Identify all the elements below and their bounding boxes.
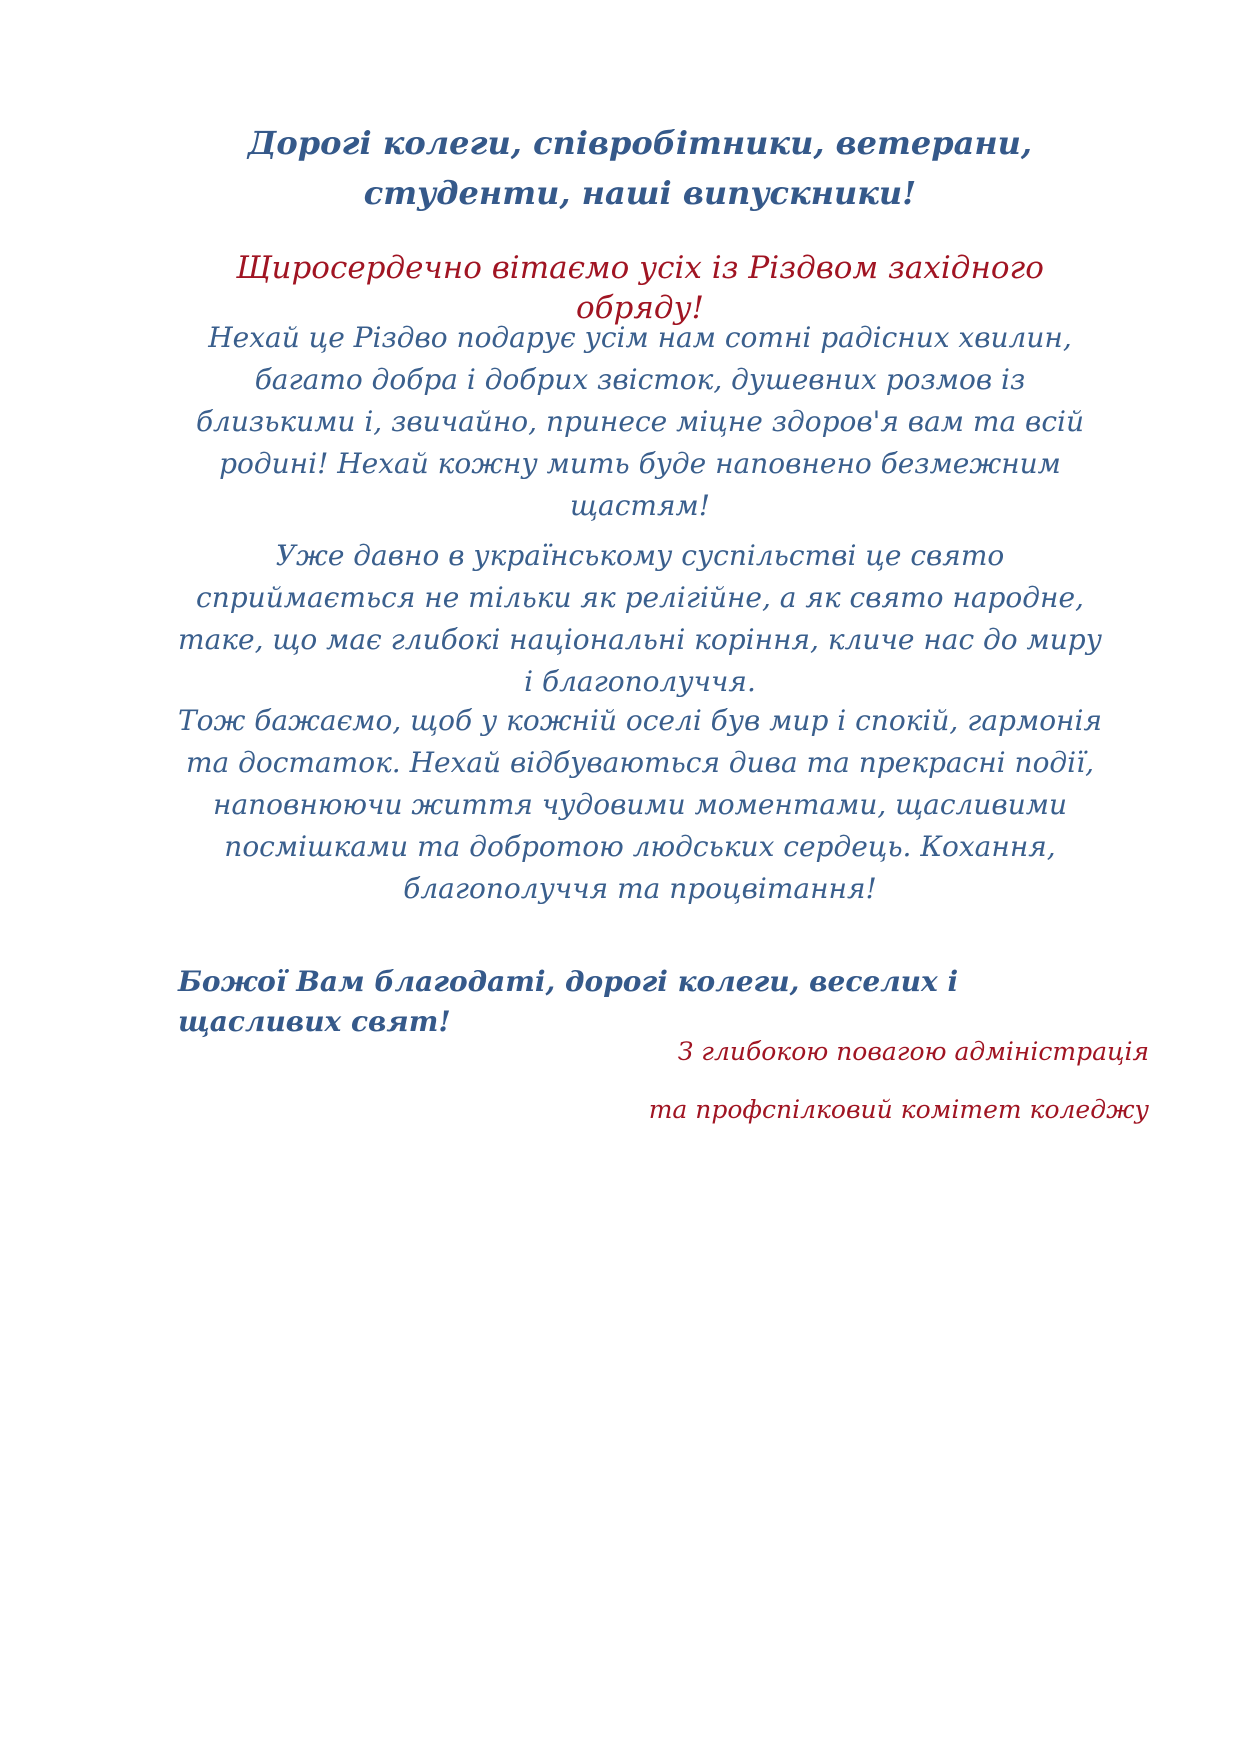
paragraph-wishes: Нехай це Різдво подарує усім нам сотні радісних хвилин, багато добра і добрих звісток, душевних розмов із близькими і, звичайно, принесе міцне здоров'я вам та всій родині! Нехай кожну мить буде наповнено безмежним щастям!: [195, 321, 1085, 522]
main-greeting: Щиросердечно вітаємо усіх із Різдвом західного обряду!: [236, 250, 1044, 326]
closing-line: Божої Вам благодаті, дорогі колеги, веселих і щасливих свят!: [178, 965, 959, 1038]
paragraph-tradition: Уже давно в українському суспільстві це свято сприймається не тільки як релігійне, а як свято народне, таке, що має глибокі національні коріння, кличе нас до миру і благополуччя.: [178, 539, 1102, 698]
paragraph-blessings: Тож бажаємо, щоб у кожній оселі був мир і спокій, гармонія та достаток. Нехай відбуваються дива та прекрасні події, наповнюючи життя чудовими моментами, щасливими посмішками та добротою людських сердець. Кохання, благополуччя та процвітання!: [178, 704, 1102, 905]
greeting-title: Дорогі колеги, співробітники, ветерани, студенти, наші випускники!: [247, 124, 1033, 212]
signature-line-2: та профспілковий комітет коледжу: [648, 1095, 1149, 1124]
signature-line-1: З глибокою повагою адміністрація: [677, 1037, 1149, 1066]
